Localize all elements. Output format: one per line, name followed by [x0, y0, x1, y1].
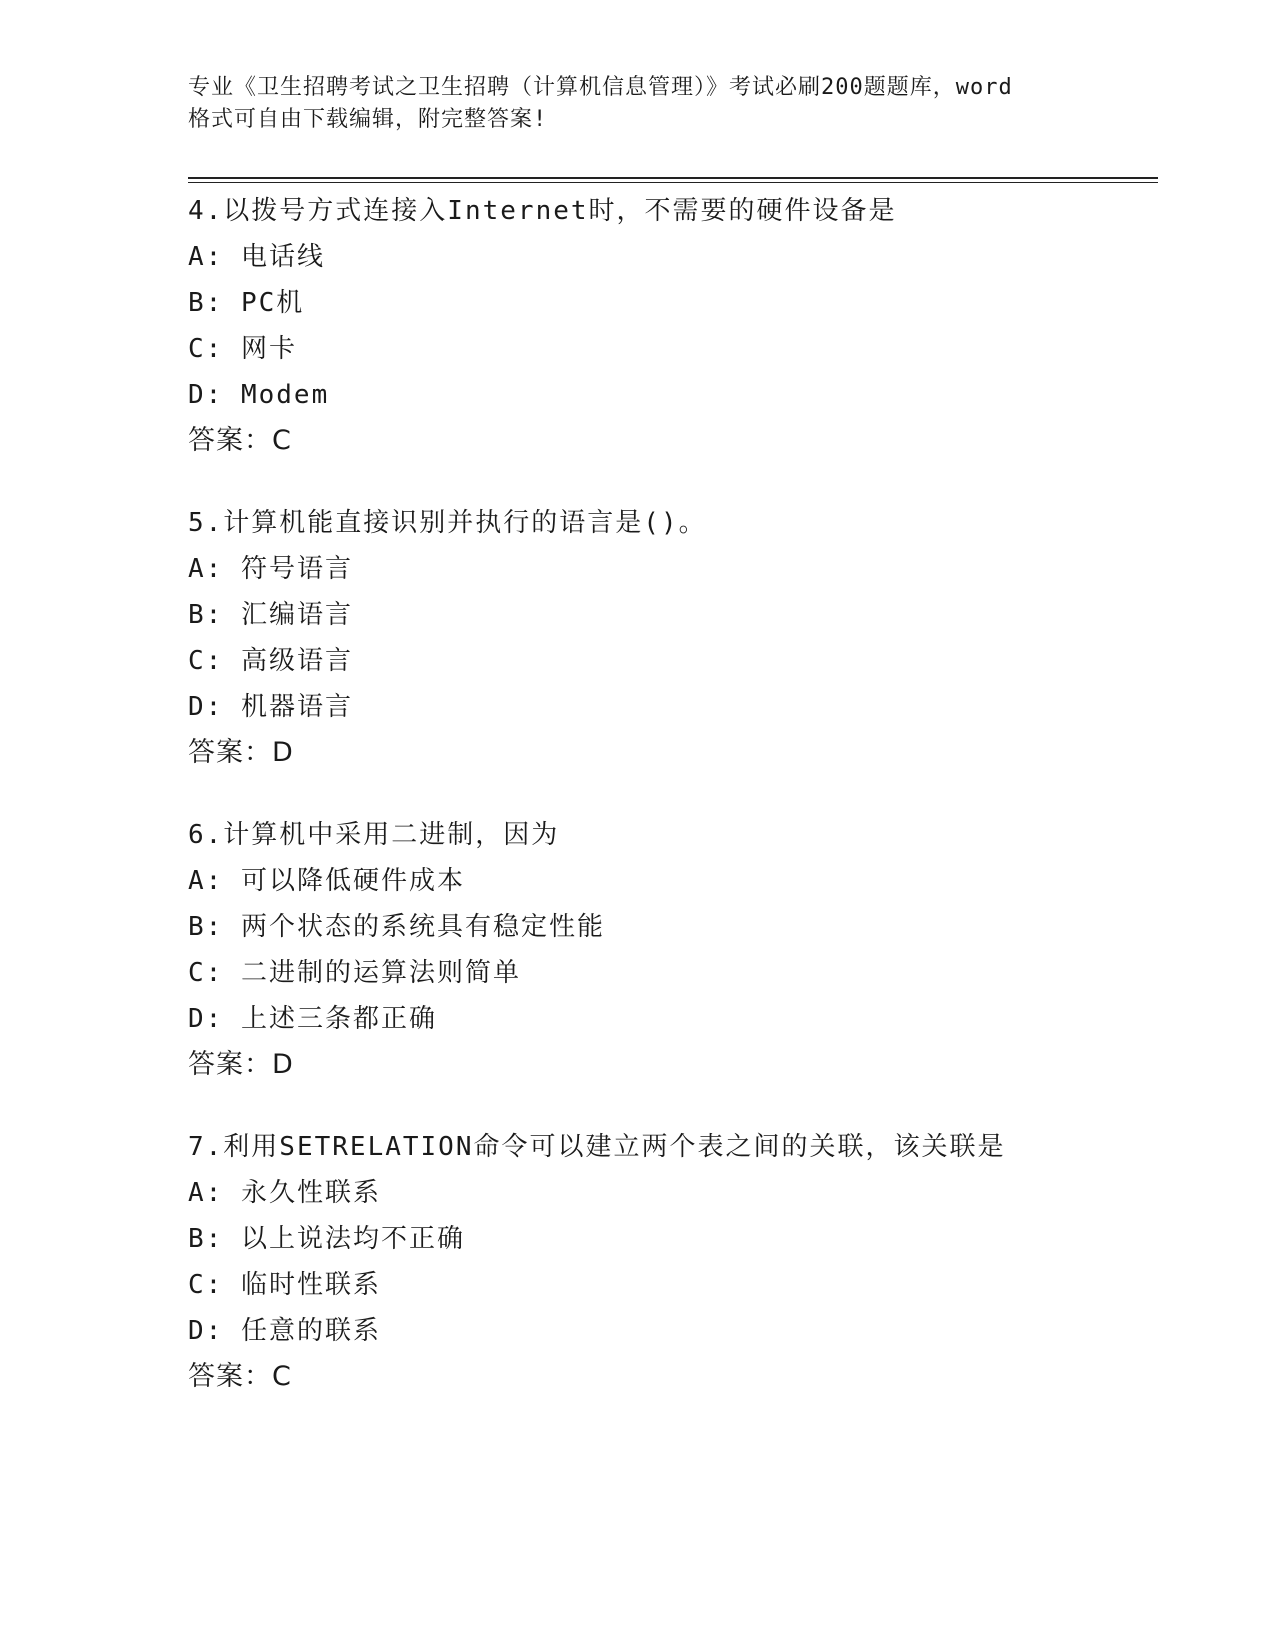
option-d: D: 任意的联系 — [188, 1316, 381, 1346]
option-b: B: PC机 — [188, 288, 305, 318]
option-a: A: 电话线 — [188, 242, 325, 272]
document-header — [188, 72, 1088, 136]
option-d: D: 上述三条都正确 — [188, 1004, 437, 1034]
header-line-2: 格式可自由下载编辑，附完整答案! — [188, 107, 548, 132]
answer-line: 答案：D — [188, 737, 294, 768]
question-7 — [188, 1124, 1158, 1400]
option-d: D: Modem — [188, 380, 330, 410]
question-5 — [188, 500, 1158, 776]
option-d: D: 机器语言 — [188, 692, 353, 722]
option-b: B: 汇编语言 — [188, 600, 353, 630]
question-stem: 6.计算机中采用二进制，因为 — [188, 820, 560, 850]
option-c: C: 临时性联系 — [188, 1270, 381, 1300]
answer-line: 答案：D — [188, 1049, 294, 1080]
header-divider-thin — [188, 182, 1158, 183]
question-list — [188, 188, 1158, 1436]
option-a: A: 符号语言 — [188, 554, 353, 584]
question-stem: 4.以拨号方式连接入Internet时，不需要的硬件设备是 — [188, 196, 897, 226]
header-line-1: 专业《卫生招聘考试之卫生招聘（计算机信息管理）》考试必刷200题题库，word — [188, 75, 1013, 100]
option-c: C: 高级语言 — [188, 646, 353, 676]
option-c: C: 二进制的运算法则简单 — [188, 958, 521, 988]
question-4 — [188, 188, 1158, 464]
option-a: A: 可以降低硬件成本 — [188, 866, 465, 896]
header-divider-thick — [188, 177, 1158, 179]
option-a: A: 永久性联系 — [188, 1178, 381, 1208]
option-b: B: 以上说法均不正确 — [188, 1224, 465, 1254]
option-c: C: 网卡 — [188, 334, 297, 364]
option-b: B: 两个状态的系统具有稳定性能 — [188, 912, 605, 942]
question-6 — [188, 812, 1158, 1088]
question-stem: 5.计算机能直接识别并执行的语言是()。 — [188, 508, 707, 538]
answer-line: 答案：C — [188, 1361, 292, 1392]
question-stem: 7.利用SETRELATION命令可以建立两个表之间的关联，该关联是 — [188, 1132, 1006, 1162]
answer-line: 答案：C — [188, 425, 292, 456]
